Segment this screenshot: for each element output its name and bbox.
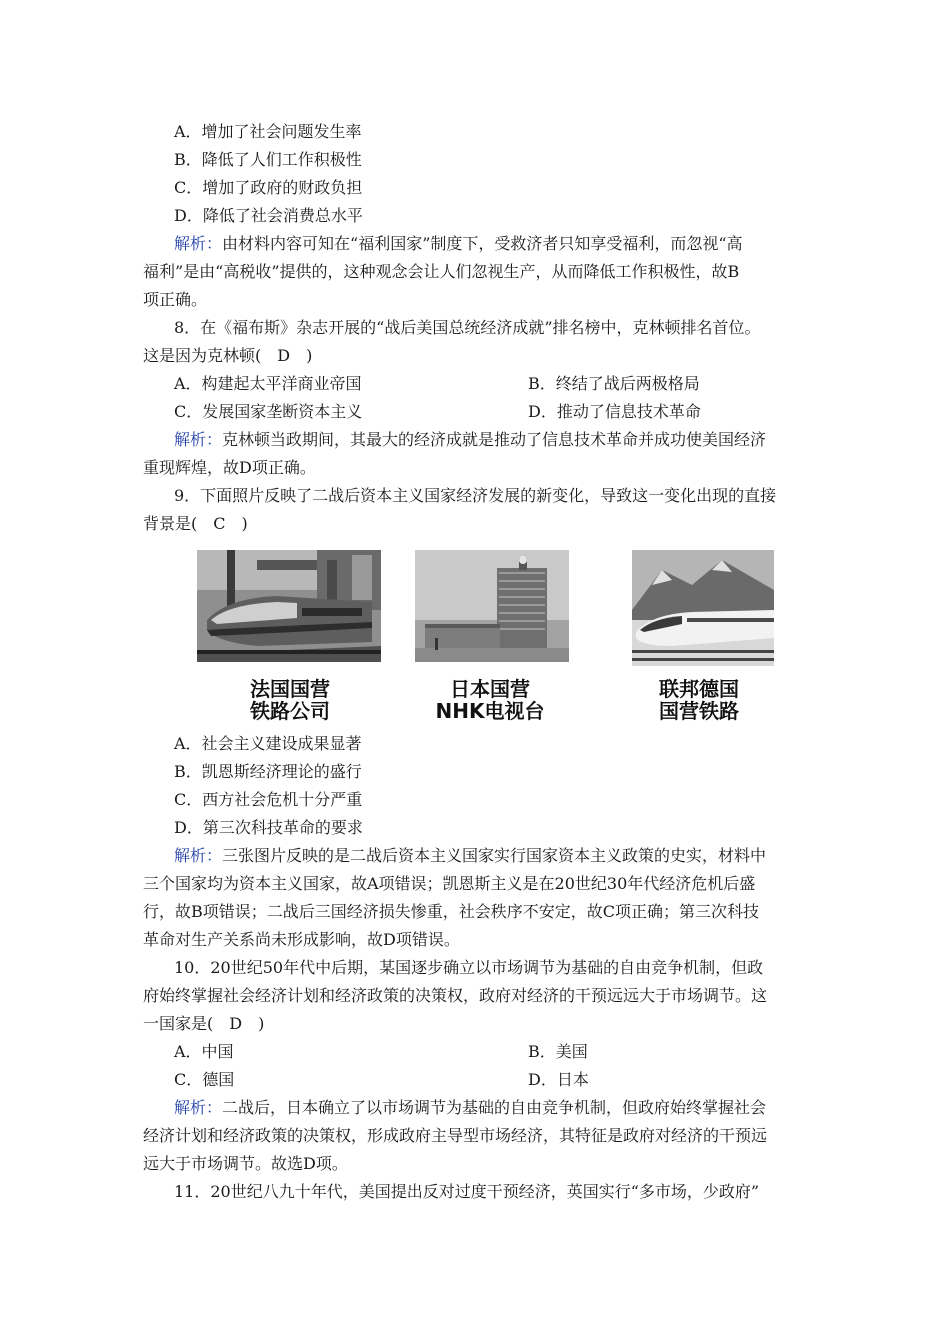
q10-option-d: D．日本 <box>528 1070 589 1089</box>
caption-line: NHK电视台 <box>435 699 545 723</box>
analysis-text: 二战后，日本确立了以市场调节为基础的自由竞争机制，但政府始终掌握社会 <box>222 1098 767 1117</box>
q7-option-b: B．降低了人们工作积极性 <box>174 150 362 169</box>
photo-caption-2 <box>390 678 590 722</box>
q9-stem-line-1: 9．下面照片反映了二战后资本主义国家经济发展的新变化，导致这一变化出现的直接 <box>174 486 777 505</box>
q11-stem-line-1: 11．20世纪八九十年代，美国提出反对过度干预经济，英国实行“多市场，少政府” <box>174 1182 760 1201</box>
analysis-label: 解析： <box>174 234 223 253</box>
q8-stem-line-1: 8．在《福布斯》杂志开展的“战后美国总统经济成就”排名榜中，克林顿排名首位。 <box>174 318 761 337</box>
q10-option-c: C．德国 <box>174 1070 235 1089</box>
q8-option-d: D．推动了信息技术革命 <box>528 402 701 421</box>
caption-line: 日本国营 <box>450 677 530 701</box>
q10-option-a: A．中国 <box>174 1042 234 1061</box>
q8-option-a: A．构建起太平洋商业帝国 <box>174 374 362 393</box>
photo-caption-3 <box>599 678 799 722</box>
analysis-text: 克林顿当政期间，其最大的经济成就是推动了信息技术革命并成功使美国经济 <box>222 430 767 449</box>
q10-stem-line-3: 一国家是( D ) <box>143 1014 265 1033</box>
q8-option-c: C．发展国家垄断资本主义 <box>174 402 363 421</box>
q9-option-a: A．社会主义建设成果显著 <box>174 734 362 753</box>
analysis-label: 解析： <box>174 1098 223 1117</box>
caption-line: 国营铁路 <box>659 699 739 723</box>
q10-analysis-line-2: 经济计划和经济政策的决策权，形成政府主导型市场经济，其特征是政府对经济的干预远 <box>143 1126 768 1145</box>
q8-analysis-line-1 <box>174 431 766 449</box>
caption-line: 联邦德国 <box>659 677 739 701</box>
photo-caption-1 <box>190 678 390 722</box>
q7-analysis-line-1 <box>174 235 743 253</box>
q8-option-b: B．终结了战后两极格局 <box>528 374 700 393</box>
q9-option-d: D．第三次科技革命的要求 <box>174 818 363 837</box>
q9-stem-line-2: 背景是( C ) <box>143 514 248 533</box>
q9-analysis-line-3: 行，故B项错误；二战后三国经济损失惨重，社会秩序不安定，故C项正确；第三次科技 <box>143 902 760 921</box>
q9-option-c: C．西方社会危机十分严重 <box>174 790 363 809</box>
analysis-label: 解析： <box>174 846 223 865</box>
q10-analysis-line-1 <box>174 1099 766 1117</box>
q10-stem-line-1: 10．20世纪50年代中后期，某国逐步确立以市场调节为基础的自由竞争机制，但政 <box>174 958 764 977</box>
caption-line: 铁路公司 <box>250 699 330 723</box>
q9-analysis-line-4: 革命对生产关系尚未形成影响，故D项错误。 <box>143 930 460 949</box>
q7-option-a: A．增加了社会问题发生率 <box>174 122 362 141</box>
analysis-label: 解析： <box>174 430 223 449</box>
photo-nhk-building <box>415 550 569 662</box>
q9-analysis-line-1 <box>174 847 766 865</box>
q7-analysis-line-2: 福利”是由“高税收”提供的，这种观念会让人们忽视生产，从而降低工作积极性，故B <box>143 262 740 281</box>
q10-stem-line-2: 府始终掌握社会经济计划和经济政策的决策权，政府对经济的干预远远大于市场调节。这 <box>143 986 768 1005</box>
q10-analysis-line-3: 远大于市场调节。故选D项。 <box>143 1154 348 1173</box>
q9-option-b: B．凯恩斯经济理论的盛行 <box>174 762 362 781</box>
q7-option-d: D．降低了社会消费总水平 <box>174 206 363 225</box>
q9-analysis-line-2: 三个国家均为资本主义国家，故A项错误；凯恩斯主义是在20世纪30年代经济危机后盛 <box>143 874 756 893</box>
caption-line: 法国国营 <box>250 677 330 701</box>
q8-analysis-line-2: 重现辉煌，故D项正确。 <box>143 458 316 477</box>
q7-option-c: C．增加了政府的财政负担 <box>174 178 363 197</box>
q7-analysis-line-3: 项正确。 <box>143 290 208 309</box>
analysis-text: 由材料内容可知在“福利国家”制度下，受救济者只知享受福利，而忽视“高 <box>222 234 743 253</box>
q8-stem-line-2: 这是因为克林顿( D ) <box>143 346 313 365</box>
photo-german-train <box>632 550 774 666</box>
photo-french-train <box>197 550 381 662</box>
analysis-text: 三张图片反映的是二战后资本主义国家实行国家资本主义政策的史实，材料中 <box>222 846 767 865</box>
q10-option-b: B．美国 <box>528 1042 588 1061</box>
